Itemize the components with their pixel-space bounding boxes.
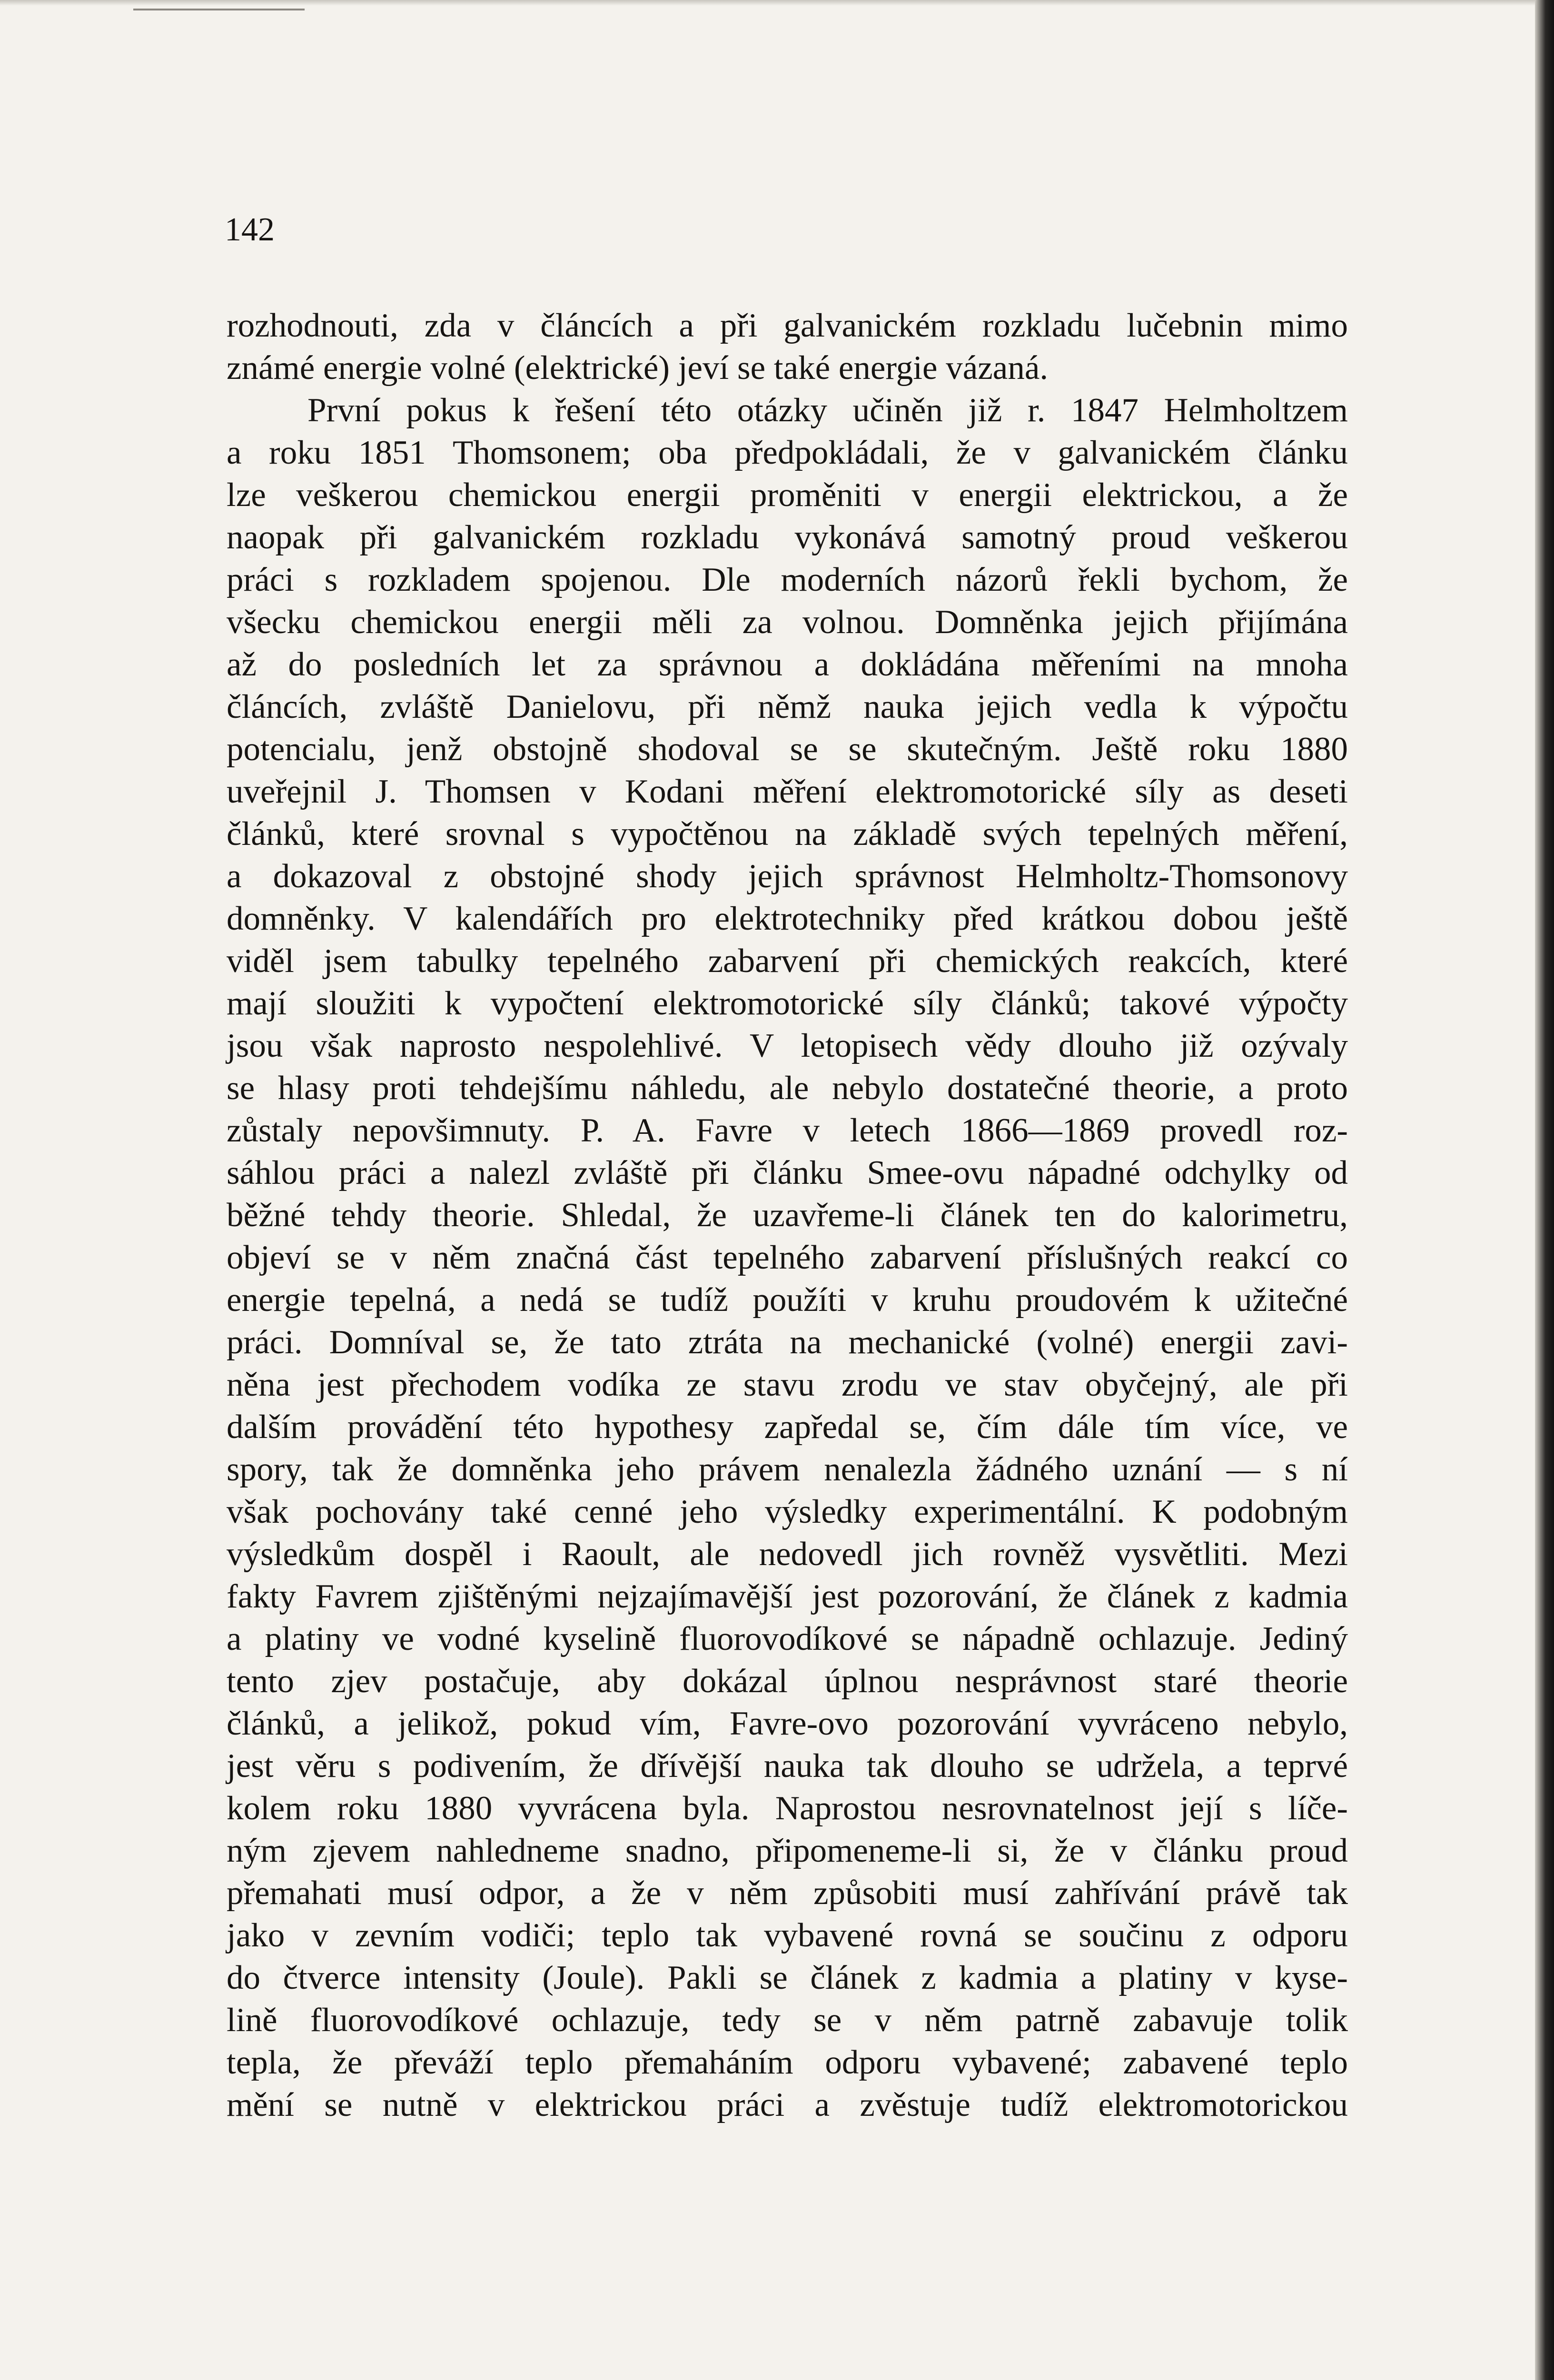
text-line: potencialu, jenž obstojně shodoval se se skutečným. Ještě roku 1880 (227, 731, 1348, 768)
text-line: kolem roku 1880 vyvrácena byla. Naprostou nesrovnatelnost její s líče- (227, 1790, 1348, 1827)
text-line: přemahati musí odpor, a že v něm způsobiti musí zahřívání právě tak (227, 1874, 1348, 1912)
text-line: běžné tehdy theorie. Shledal, že uzavřeme-li článek ten do kalorimetru, (227, 1197, 1348, 1234)
text-line: jsou však naprosto nespolehlivé. V letopisech vědy dlouho již ozývaly (227, 1027, 1348, 1064)
text-line: a platiny ve vodné kyselině fluorovodíkové se nápadně ochlazuje. Jediný (227, 1620, 1348, 1657)
text-line: článků, a jelikož, pokud vím, Favre-ovo pozorování vyvráceno nebylo, (227, 1705, 1348, 1742)
text-line: práci. Domníval se, že tato ztráta na mechanické (volné) energii zavi- (227, 1324, 1348, 1361)
scan-top-edge (0, 0, 1554, 6)
text-line: rozhodnouti, zda v článcích a při galvanickém rozkladu lučebnin mimo (227, 307, 1348, 344)
text-line: se hlasy proti tehdejšímu náhledu, ale nebylo dostatečné theorie, a proto (227, 1070, 1348, 1107)
text-line: a dokazoval z obstojné shody jejich správnost Helmholtz-Thomsonovy (227, 858, 1348, 895)
text-line: lině fluorovodíkové ochlazuje, tedy se v něm patrně zabavuje tolik (227, 2002, 1348, 2039)
scan-right-edge (1535, 0, 1554, 2380)
text-line: a roku 1851 Thomsonem; oba předpokládali, že v galvanickém článku (227, 434, 1348, 471)
body-text (227, 305, 1348, 2126)
text-line: lze veškerou chemickou energii proměniti v energii elektrickou, a že (227, 476, 1348, 514)
text-line: výsledkům dospěl i Raoult, ale nedovedl jich rovněž vysvětliti. Mezi (227, 1536, 1348, 1573)
scan-corner-mark (133, 9, 305, 10)
text-line: ným zjevem nahledneme snadno, připomeneme-li si, že v článku proud (227, 1832, 1348, 1869)
text-line: jako v zevním vodiči; teplo tak vybavené rovná se součinu z odporu (227, 1917, 1348, 1954)
text-line: až do posledních let za správnou a dokládána měřeními na mnoha (227, 646, 1348, 683)
text-line: naopak při galvanickém rozkladu vykonává samotný proud veškerou (227, 519, 1348, 556)
text-line: něna jest přechodem vodíka ze stavu zrodu ve stav obyčejný, ale při (227, 1366, 1348, 1403)
text-line: tepla, že převáží teplo přemaháním odporu vybavené; zabavené teplo (227, 2044, 1348, 2081)
text-line: spory, tak že domněnka jeho právem nenalezla žádného uznání — s ní (227, 1451, 1348, 1488)
text-line: zůstaly nepovšimnuty. P. A. Favre v letech 1866—1869 provedl roz- (227, 1112, 1348, 1149)
text-line: však pochovány také cenné jeho výsledky experimentální. K podobným (227, 1493, 1348, 1530)
text-line: mají sloužiti k vypočtení elektromotorické síly článků; takové výpočty (227, 985, 1348, 1022)
text-line: všecku chemickou energii měli za volnou. Domněnka jejich přijímána (227, 604, 1348, 641)
text-line: sáhlou práci a nalezl zvláště při článku Smee-ovu nápadné odchylky od (227, 1154, 1348, 1191)
text-line: mění se nutně v elektrickou práci a zvěstuje tudíž elektromotorickou (227, 2086, 1348, 2123)
text-line: objeví se v něm značná část tepelného zabarvení příslušných reakcí co (227, 1239, 1348, 1276)
page-number: 142 (225, 211, 275, 248)
text-line: energie tepelná, a nedá se tudíž použíti v kruhu proudovém k užitečné (227, 1281, 1348, 1319)
text-line: fakty Favrem zjištěnými nejzajímavější jest pozorování, že článek z kadmia (227, 1578, 1348, 1615)
text-line: jest věru s podivením, že dřívější nauka tak dlouho se udržela, a teprvé (227, 1747, 1348, 1785)
text-line: První pokus k řešení této otázky učiněn již r. 1847 Helmholtzem (307, 392, 1348, 429)
text-line: tento zjev postačuje, aby dokázal úplnou nesprávnost staré theorie (227, 1663, 1348, 1700)
text-line: práci s rozkladem spojenou. Dle moderních názorů řekli bychom, že (227, 561, 1348, 598)
text-line: viděl jsem tabulky tepelného zabarvení při chemických reakcích, které (227, 942, 1348, 980)
text-line: článků, které srovnal s vypočtěnou na základě svých tepelných měření, (227, 815, 1348, 853)
text-line: známé energie volné (elektrické) jeví se také energie vázaná. (227, 349, 1049, 387)
text-line: domněnky. V kalendářích pro elektrotechniky před krátkou dobou ještě (227, 900, 1348, 937)
text-line: uveřejnil J. Thomsen v Kodani měření elektromotorické síly as deseti (227, 773, 1348, 810)
text-line: článcích, zvláště Danielovu, při němž nauka jejich vedla k výpočtu (227, 688, 1348, 725)
text-line: do čtverce intensity (Joule). Pakli se článek z kadmia a platiny v kyse- (227, 1959, 1348, 1996)
text-line: dalším provádění této hypothesy zapředal se, čím dále tím více, ve (227, 1408, 1348, 1446)
